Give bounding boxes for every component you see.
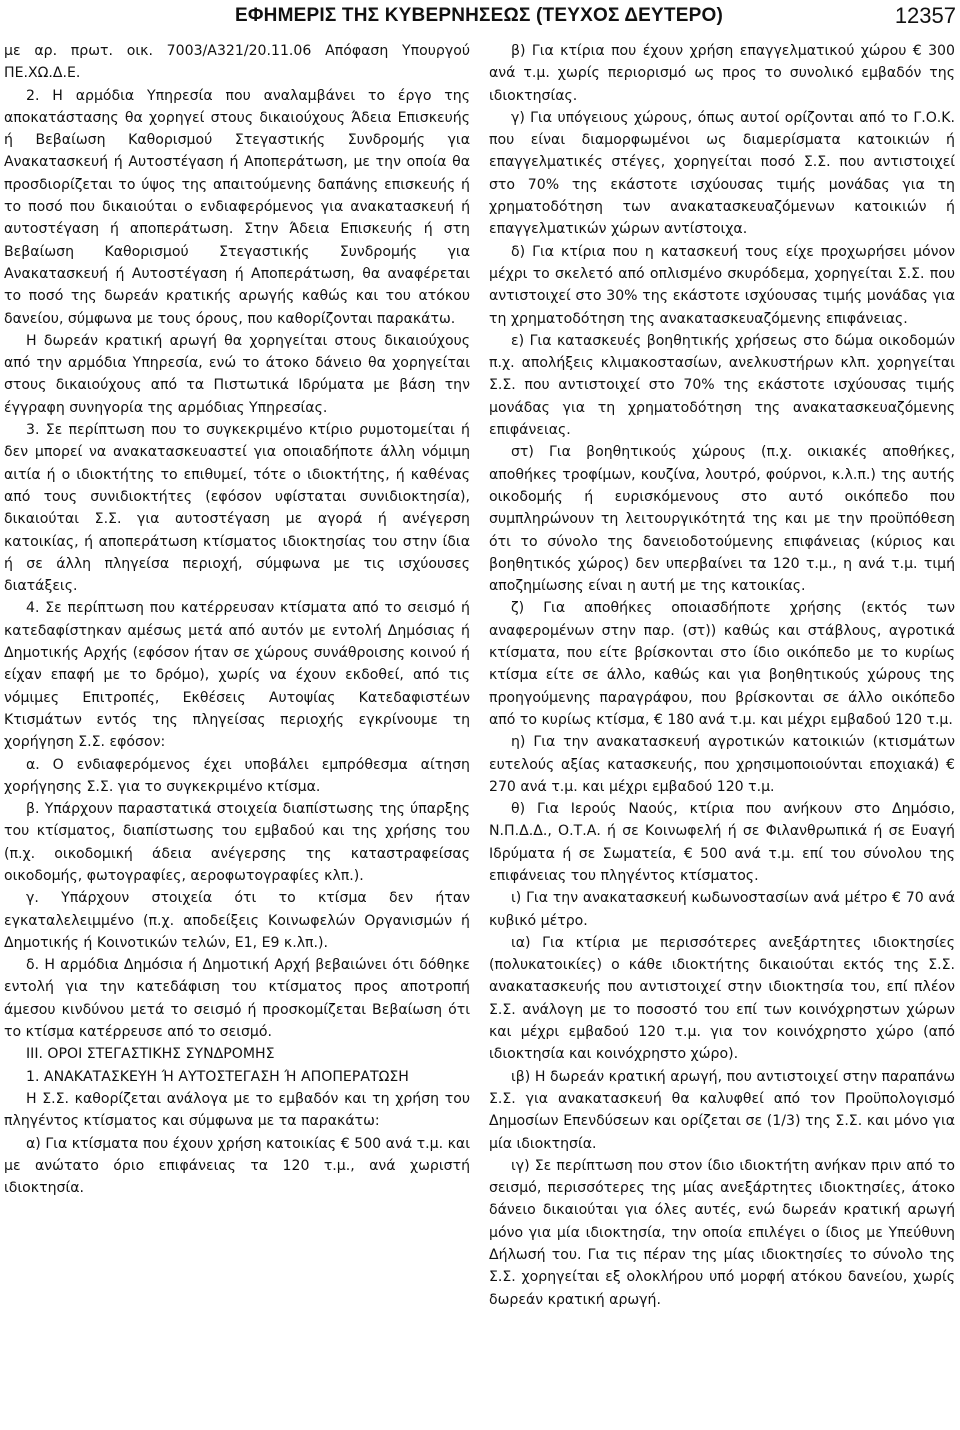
paragraph: ι) Για την ανακατασκευή κωδωνοστασίων ανά μέτρο € 70 ανά κυβικό μέτρο. (489, 890, 955, 929)
paragraph: ε) Για κατασκευές βοηθητικής χρήσεως στο δώμα οικοδομών π.χ. απολήξεις κλιμακοστασίων, ανελκυστήρων κλπ. χορηγείται Σ.Σ. που αντιστοιχεί στο 70% της εκάστοτε ισχύουσας τιμής μονάδας για τη χρηματοδότηση της ανακατασκευαζόμενης επιφάνειας. (489, 332, 955, 439)
paragraph: ια) Για κτίρια με περισσότερες ανεξάρτητες ιδιοκτησίες (πολυκατοικίες) ο κάθε ιδιοκτήτης δικαιούται εκτός της Σ.Σ. ανακατασκευής που αντιστοιχεί στην ιδιοκτησία του, επί πλέον Σ.Σ. ανάλογη με το ποσοστό του επί των κοινόχρηστων χώρων και μέχρι εμβαδού 120 τ.μ. για τον κοινόχρηστο χώρο (από ιδιοκτησία και κοινόχρηστο χώρο). (489, 934, 955, 1063)
paragraph: 4. Σε περίπτωση που κατέρρευσαν κτίσματα από το σεισμό ή κατεδαφίστηκαν αμέσως μετά από αυτόν με εντολή Δημόσιας ή Δημοτικής Αρχής (εφόσον ήταν σε χώρους συνάθροισης κοινού ή είχαν επαφή με το δρόμο), χωρίς να έχουν εκδοθεί, από τις νόμιμες Επιτροπές, Εκθέσεις Αυτοψίας Κατεδαφιστέων Κτισμάτων εντός της πληγείσας περιοχής εγκρίνουμε τη χορήγηση Σ.Σ. εφόσον: (4, 600, 470, 751)
left-column (4, 40, 470, 1199)
paragraph: θ) Για Ιερούς Ναούς, κτίρια που ανήκουν στο Δημόσιο, Ν.Π.Δ.Δ., Ο.Τ.Α. ή σε Κοινωφελή ή σε Φιλανθρωπικά ή σε Ευαγή Ιδρύματα ή σε Σωματεία, € 500 ανά τ.μ. επί του σύνολου της επιφάνειας του πληγέντος κτίσματος. (489, 801, 955, 884)
paragraph: ιβ) Η δωρεάν κρατική αρωγή, που αντιστοιχεί στην παραπάνω Σ.Σ. για ανακατασκευή θα καλυφθεί από τον Προϋπολογισμό Δημοσίων Επενδύσεων και ορίζεται σε (1/3) της Σ.Σ. και μόνο για μία ιδιοκτησία. (489, 1068, 955, 1152)
paragraph: α) Για κτίσματα που έχουν χρήση κατοικίας € 500 ανά τ.μ. και με ανώτατο όριο επιφάνειας τα 120 τ.μ., ανά χωριστή ιδιοκτησία. (4, 1135, 470, 1197)
paragraph: β. Υπάρχουν παραστατικά στοιχεία διαπίστωσης της ύπαρξης του κτίσματος, διαπίστωσης του εμβαδού και της χρήσης του (π.χ. οικοδομική άδεια ανέγερσης της καταστραφείσας οικοδομής, φωτογραφίες, αεροφωτογραφίες κλπ.). (4, 801, 470, 884)
section-heading: ΙΙΙ. ΟΡΟΙ ΣΤΕΓΑΣΤΙΚΗΣ ΣΥΝΔΡΟΜΗΣ (26, 1046, 275, 1063)
paragraph: η) Για την ανακατασκευή αγροτικών κατοικιών (κτισμάτων ευτελούς αξίας κατασκευής, που χρησιμοποιούνται εποχιακά) € 270 ανά τ.μ. και μέχρι εμβαδού 120 τ.μ. (489, 734, 955, 795)
paragraph: δ. Η αρμόδια Δημόσια ή Δημοτική Αρχή βεβαιώνει ότι δόθηκε εντολή για την κατεδάφιση του κτίσματος προς αποτροπή άμεσου κινδύνου μετά το σεισμό ή προσκομίζεται Βεβαίωση ότι το κτίσμα κατέρρευσε από το σεισμό. (4, 957, 470, 1041)
page-number: 12357 (894, 3, 956, 28)
page-header (0, 0, 960, 34)
right-column (489, 40, 955, 1311)
paragraph: β) Για κτίρια που έχουν χρήση επαγγελματικού χώρου € 300 ανά τ.μ. χωρίς περιορισμό ως προς το συνολικό εμβαδόν της ιδιοκτησίας. (489, 43, 955, 104)
paragraph: 2. Η αρμόδια Υπηρεσία που αναλαμβάνει το έργο της αποκατάστασης θα χορηγεί στους δικαιούχους Άδεια Επισκευής ή Βεβαίωση Καθορισμού Στεγαστικής Συνδρομής για Ανακατασκευή ή Αυτοστέγαση ή Αποπεράτωση, με την οποία θα προσδιορίζεται το ύψος της απαιτούμενης δαπάνης επισκευής ή το ποσό που δικαιούται ο ενδιαφερόμενος για ανακατασκευή ή αυτοστέγαση ή αποπεράτωση. Στην Άδεια Επισκευής ή στη Βεβαίωση Καθορισμού Στεγαστικής Συνδρομής για Ανακατασκευή ή Αυτοστέγαση ή Αποπεράτωση, θα αναφέρεται το ποσό της δωρεάν κρατικής αρωγής καθώς και του ατόκου δανείου, σύμφωνα με τους όρους, που καθορίζονται παρακάτω. (4, 87, 470, 327)
paragraph: στ) Για βοηθητικούς χώρους (π.χ. οικιακές αποθήκες, αποθήκες τροφίμων, κουζίνα, λουτρό, φούρνοι, κ.λ.π.) της αυτής οικοδομής ή ευρισκόμενους στο αυτό οικόπεδο που συμπληρώνουν τη λειτουργικότητά της και με την προϋπόθεση ότι το σύνολο της δανειοδοτούμενης επιφάνειας (κύριος και βοηθητικός χώρος) δεν υπερβαίνει τα 120 τ.μ., η ανά τ.μ. τιμή αποζημίωσης είναι η αυτή με της κατοικίας. (489, 444, 955, 595)
paragraph: Η Σ.Σ. καθορίζεται ανάλογα με το εμβαδόν και τη χρήση του πληγέντος κτίσματος και σύμφωνα με τα παρακάτω: (4, 1090, 470, 1130)
paragraph: α. Ο ενδιαφερόμενος έχει υποβάλει εμπρόθεσμα αίτηση χορήγησης Σ.Σ. για το συγκεκριμένο κτίσμα. (4, 756, 470, 795)
paragraph: γ. Υπάρχουν στοιχεία ότι το κτίσμα δεν ήταν εγκαταλελειμμένο (π.χ. αποδείξεις Κοινωφελών Οργανισμών ή Δημοτικής ή Κοινοτικών τελών, Ε1, Ε9 κ.λπ.). (4, 890, 470, 951)
paragraph: γ) Για υπόγειους χώρους, όπως αυτοί ορίζονται από το Γ.Ο.Κ. που είναι διαμορφωμένοι ως διαμερίσματα κατοικιών ή επαγγελματικές στέγες, χορηγείται ποσό Σ.Σ. που αντιστοιχεί στο 70% της εκάστοτε ισχύουσας τιμής μονάδας για τη χρηματοδότηση των ανακατασκευαζόμενων κατοικιών ή επαγγελματικών χώρων αντίστοιχα. (489, 109, 955, 238)
subsection-heading: 1. ΑΝΑΚΑΤΑΣΚΕΥΗ Ή ΑΥΤΟΣΤΕΓΑΣΗ Ή ΑΠΟΠΕΡΑΤΩΣΗ (26, 1068, 409, 1085)
paragraph: με αρ. πρωτ. οικ. 7003/Α321/20.11.06 Απόφαση Υπουργού ΠΕ.ΧΩ.Δ.Ε. (4, 43, 470, 82)
paragraph: 3. Σε περίπτωση που το συγκεκριμένο κτίριο ρυμοτομείται ή δεν μπορεί να ανακατασκευαστεί για οποιαδήποτε άλλη νόμιμη αιτία ή ο ιδιοκτήτης το επιθυμεί, τότε ο ιδιοκτήτης, ή καθένας από τους συνιδιοκτήτες (εφόσον υφίσταται συνιδιοκτησία), δικαιούται Σ.Σ. για αυτοστέγαση με αγορά ή ανέγερση κατοικίας, ή αποπεράτωση κτίσματος ιδιοκτησίας του στην ίδια ή σε άλλη πληγείσα περιοχή, σύμφωνα με τις ισχύουσες διατάξεις. (4, 422, 470, 595)
paragraph: δ) Για κτίρια που η κατασκευή τους είχε προχωρήσει μόνον μέχρι το σκελετό από οπλισμένο σκυρόδεμα, χορηγείται Σ.Σ. που αντιστοιχεί στο 30% της εκάστοτε ισχύουσας τιμής μονάδας για τη χρηματοδότηση της ανακατασκευαζόμενης επιφάνειας. (489, 243, 955, 327)
gazette-title: ΕΦΗΜΕΡΙΣ ΤΗΣ ΚΥΒΕΡΝΗΣΕΩΣ (ΤΕΥΧΟΣ ΔΕΥΤΕΡΟ) (235, 5, 723, 26)
paragraph: ιγ) Σε περίπτωση που στον ίδιο ιδιοκτήτη ανήκαν πριν από το σεισμό, περισσότερες της μίας ανεξάρτητες ιδιοκτησίες, άτοκο δάνειο δικαιούται για όλες αυτές, ενώ δωρεάν κρατική αρωγή μόνο για μία ιδιοκτησία, την οποία επιλέγει ο ίδιος με Υπεύθυνη Δήλωσή του. Για τις πέραν της μίας ιδιοκτησίες το σύνολο της Σ.Σ. χορηγείται εξ ολοκλήρου υπό μορφή ατόκου δανείου, χωρίς δωρεάν κρατική αρωγή. (489, 1157, 955, 1308)
paragraph: ζ) Για αποθήκες οποιασδήποτε χρήσης (εκτός των αναφερομένων στην παρ. (στ)) καθώς και στάβλους, αγροτικά κτίσματα, που είτε βρίσκονται στο ίδιο οικόπεδο με το κυρίως κτίσμα είτε σε άλλο, καθώς και για βοηθητικούς χώρους της προηγούμενης παραγράφου, που βρίσκονται σε άλλο οικόπεδο από το κυρίως κτίσμα, € 180 ανά τ.μ. και μέχρι εμβαδού 120 τ.μ. (489, 600, 955, 728)
paragraph: Η δωρεάν κρατική αρωγή θα χορηγείται στους δικαιούχους από την αρμόδια Υπηρεσία, ενώ το άτοκο δάνειο θα χορηγείται στους δικαιούχους από τα Πιστωτικά Ιδρύματα με βάση την έγγραφη συνηγορία της αρμόδιας Υπηρεσίας. (4, 332, 470, 416)
